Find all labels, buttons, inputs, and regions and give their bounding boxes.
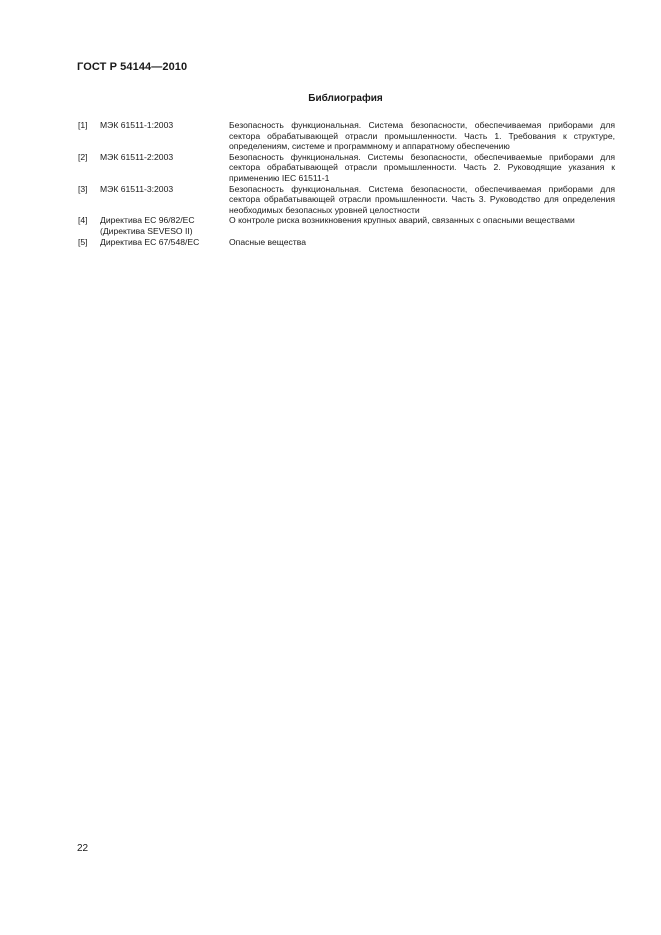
entry-code	[100, 184, 229, 216]
entry-code	[100, 215, 229, 236]
bibliography-title: Библиография	[308, 93, 383, 104]
entry-number: [5]	[78, 236, 88, 247]
bibliography-entry-5	[78, 237, 615, 248]
bibliography-list	[78, 120, 615, 247]
bibliography-entry-3	[78, 184, 615, 216]
entry-code-line: (Директива SEVESO II)	[100, 225, 193, 236]
entry-code-line: МЭК 61511-1:2003	[100, 120, 174, 130]
entry-code-line: Директива ЕС 96/82/ЕС	[100, 215, 195, 226]
entry-title: Опасные вещества	[229, 236, 306, 247]
entry-code	[100, 152, 229, 184]
entry-code	[100, 120, 229, 152]
entry-title: Безопасность функциональная. Система безопасности, обеспечиваемая приборами для сектора обрабатывающей отрасли промышленности. Часть 1. Требования к структуре, определениям, системе и программному и аппаратному обеспечению	[229, 120, 615, 152]
entry-title: Безопасность функциональная. Системы безопасности, обеспечиваемые приборами для сектора обрабатывающей отрасли промышленности. Часть 2. Руководящие указания к применению IEC 61511-1	[229, 151, 615, 183]
bibliography-entry-1	[78, 120, 615, 152]
entry-code	[100, 237, 229, 248]
entry-title: Безопасность функциональная. Система безопасности, обеспечиваемая приборами для сектора обрабатывающей отрасли промышленности. Часть 3. Руководство для определения необходимых безопасных уровней целостности	[229, 183, 615, 215]
page-number: 22	[77, 843, 89, 854]
entry-code-line: Директива ЕС 67/548/ЕС	[100, 236, 200, 247]
entry-number: [2]	[78, 151, 88, 162]
entry-code-line: МЭК 61511-3:2003	[100, 183, 174, 194]
entry-number: [3]	[78, 183, 88, 194]
bibliography-entry-2	[78, 152, 615, 184]
bibliography-entry-4	[78, 215, 615, 236]
entry-number: [4]	[78, 215, 88, 226]
entry-number: [1]	[78, 120, 88, 130]
document-code: ГОСТ Р 54144—2010	[77, 61, 188, 73]
entry-code-line: МЭК 61511-2:2003	[100, 151, 174, 162]
entry-title: О контроле риска возникновения крупных аварий, связанных с опасными веществами	[229, 215, 575, 226]
